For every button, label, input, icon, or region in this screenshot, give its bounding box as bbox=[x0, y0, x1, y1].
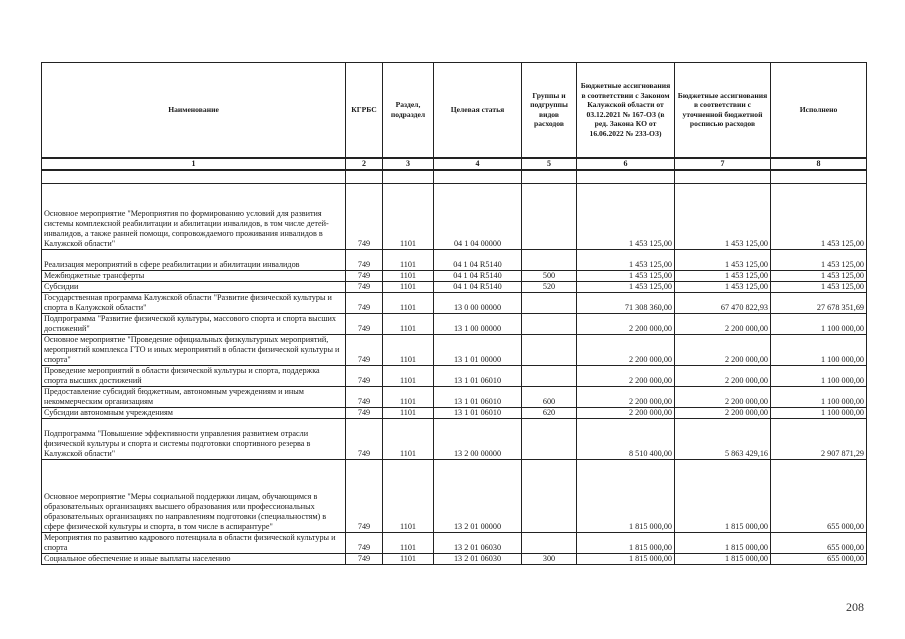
cell-target-article: 04 1 04 R5140 bbox=[434, 281, 522, 292]
header-target-article: Целевая статья bbox=[434, 63, 522, 158]
cell-expense-group bbox=[522, 418, 577, 459]
table-row bbox=[42, 183, 867, 249]
table-row bbox=[42, 334, 867, 365]
budget-execution-table bbox=[41, 62, 867, 565]
table-row bbox=[42, 292, 867, 313]
cell-section: 1101 bbox=[383, 249, 434, 270]
cell-expense-group bbox=[522, 292, 577, 313]
cell-target-article: 13 1 01 06010 bbox=[434, 386, 522, 407]
cell-target-article: 13 2 01 06030 bbox=[434, 553, 522, 564]
cell-kgrbs: 749 bbox=[346, 459, 383, 532]
cell-executed: 655 000,00 bbox=[771, 459, 867, 532]
cell-name: Субсидии bbox=[42, 281, 346, 292]
cell-section: 1101 bbox=[383, 183, 434, 249]
cell-section: 1101 bbox=[383, 270, 434, 281]
cell-expense-group bbox=[522, 249, 577, 270]
cell-kgrbs: 749 bbox=[346, 334, 383, 365]
cell-executed: 1 100 000,00 bbox=[771, 365, 867, 386]
table-row bbox=[42, 407, 867, 418]
cell-name: Социальное обеспечение и иные выплаты населению bbox=[42, 553, 346, 564]
header-expense-groups: Группы и подгруппы видов расходов bbox=[522, 63, 577, 158]
cell-expense-group: 600 bbox=[522, 386, 577, 407]
table-row bbox=[42, 532, 867, 553]
cell-target-article: 04 1 04 00000 bbox=[434, 183, 522, 249]
cell-name: Проведение мероприятий в области физической культуры и спорта, поддержка спорта высших достижений bbox=[42, 365, 346, 386]
cell-refined-allocation: 5 863 429,16 bbox=[675, 418, 771, 459]
column-number: 6 bbox=[577, 158, 675, 170]
cell-target-article: 13 1 01 00000 bbox=[434, 334, 522, 365]
cell-kgrbs: 749 bbox=[346, 386, 383, 407]
cell-target-article: 13 1 00 00000 bbox=[434, 313, 522, 334]
cell-executed: 1 100 000,00 bbox=[771, 386, 867, 407]
spacer-cell bbox=[42, 170, 346, 184]
cell-law-allocation: 1 453 125,00 bbox=[577, 270, 675, 281]
column-number-row bbox=[42, 158, 867, 170]
cell-expense-group: 300 bbox=[522, 553, 577, 564]
cell-section: 1101 bbox=[383, 334, 434, 365]
cell-kgrbs: 749 bbox=[346, 553, 383, 564]
cell-name: Основное мероприятие "Меры социальной поддержки лицам, обучающимся в образовательных организациях высшего образования или профессиональных образовательных организациях по направлениям подготовки (специальностям) в сфере физической культуры и спорта, в том числе в аспирантуре" bbox=[42, 459, 346, 532]
column-number: 5 bbox=[522, 158, 577, 170]
cell-kgrbs: 749 bbox=[346, 532, 383, 553]
spacer-cell bbox=[577, 170, 675, 184]
table-spacer-row bbox=[42, 170, 867, 184]
cell-name: Государственная программа Калужской области "Развитие физической культуры и спорта в Калужской области" bbox=[42, 292, 346, 313]
cell-law-allocation: 1 815 000,00 bbox=[577, 532, 675, 553]
cell-target-article: 13 1 01 06010 bbox=[434, 365, 522, 386]
cell-executed: 1 100 000,00 bbox=[771, 334, 867, 365]
cell-executed: 1 100 000,00 bbox=[771, 313, 867, 334]
cell-refined-allocation: 1 815 000,00 bbox=[675, 532, 771, 553]
cell-name: Мероприятия по развитию кадрового потенциала в области физической культуры и спорта bbox=[42, 532, 346, 553]
cell-law-allocation: 8 510 400,00 bbox=[577, 418, 675, 459]
cell-refined-allocation: 1 453 125,00 bbox=[675, 281, 771, 292]
cell-expense-group: 520 bbox=[522, 281, 577, 292]
column-number: 8 bbox=[771, 158, 867, 170]
page-number: 208 bbox=[846, 600, 864, 614]
cell-section: 1101 bbox=[383, 386, 434, 407]
header-law-allocations: Бюджетные ассигнования в соответствии с Законом Калужской области от 03.12.2021 № 167-ОЗ (в ред. Закона КО от 16.06.2022 № 233-ОЗ) bbox=[577, 63, 675, 158]
header-refined-allocations: Бюджетные ассигнования в соответствии с уточненной бюджетной росписью расходов bbox=[675, 63, 771, 158]
column-number: 4 bbox=[434, 158, 522, 170]
cell-section: 1101 bbox=[383, 365, 434, 386]
table-body bbox=[42, 170, 867, 565]
cell-target-article: 13 2 00 00000 bbox=[434, 418, 522, 459]
table-header-row bbox=[42, 63, 867, 158]
cell-law-allocation: 1 815 000,00 bbox=[577, 553, 675, 564]
cell-name: Субсидии автономным учреждениям bbox=[42, 407, 346, 418]
cell-executed: 1 453 125,00 bbox=[771, 270, 867, 281]
cell-section: 1101 bbox=[383, 532, 434, 553]
cell-refined-allocation: 67 470 822,93 bbox=[675, 292, 771, 313]
cell-section: 1101 bbox=[383, 459, 434, 532]
cell-law-allocation: 2 200 000,00 bbox=[577, 334, 675, 365]
cell-name: Реализация мероприятий в сфере реабилитации и абилитации инвалидов bbox=[42, 249, 346, 270]
table-row bbox=[42, 459, 867, 532]
table-row bbox=[42, 386, 867, 407]
cell-refined-allocation: 1 453 125,00 bbox=[675, 270, 771, 281]
cell-kgrbs: 749 bbox=[346, 292, 383, 313]
table-row bbox=[42, 553, 867, 564]
cell-name: Межбюджетные трансферты bbox=[42, 270, 346, 281]
cell-section: 1101 bbox=[383, 407, 434, 418]
cell-law-allocation: 1 815 000,00 bbox=[577, 459, 675, 532]
cell-executed: 1 453 125,00 bbox=[771, 183, 867, 249]
cell-kgrbs: 749 bbox=[346, 183, 383, 249]
cell-law-allocation: 2 200 000,00 bbox=[577, 313, 675, 334]
spacer-cell bbox=[434, 170, 522, 184]
header-executed: Исполнено bbox=[771, 63, 867, 158]
cell-refined-allocation: 2 200 000,00 bbox=[675, 407, 771, 418]
table-row bbox=[42, 281, 867, 292]
cell-expense-group bbox=[522, 532, 577, 553]
cell-name: Подпрограмма "Повышение эффективности управления развитием отрасли физической культуры и спорта и системы подготовки спортивного резерва в Калужской области" bbox=[42, 418, 346, 459]
header-section: Раздел, подраздел bbox=[383, 63, 434, 158]
cell-name: Предоставление субсидий бюджетным, автономным учреждениям и иным некоммерческим организациям bbox=[42, 386, 346, 407]
column-number: 7 bbox=[675, 158, 771, 170]
cell-target-article: 13 1 01 06010 bbox=[434, 407, 522, 418]
cell-law-allocation: 71 308 360,00 bbox=[577, 292, 675, 313]
cell-kgrbs: 749 bbox=[346, 418, 383, 459]
cell-expense-group bbox=[522, 313, 577, 334]
cell-expense-group bbox=[522, 459, 577, 532]
cell-expense-group: 500 bbox=[522, 270, 577, 281]
cell-refined-allocation: 2 200 000,00 bbox=[675, 365, 771, 386]
cell-kgrbs: 749 bbox=[346, 313, 383, 334]
cell-law-allocation: 2 200 000,00 bbox=[577, 386, 675, 407]
cell-executed: 655 000,00 bbox=[771, 532, 867, 553]
spacer-cell bbox=[383, 170, 434, 184]
table-row bbox=[42, 313, 867, 334]
cell-section: 1101 bbox=[383, 553, 434, 564]
cell-target-article: 13 0 00 00000 bbox=[434, 292, 522, 313]
header-name: Наименование bbox=[42, 63, 346, 158]
spacer-cell bbox=[346, 170, 383, 184]
cell-name: Основное мероприятие "Проведение официальных физкультурных мероприятий, мероприятий комплекса ГТО и иных мероприятий в области физической культуры и спорта" bbox=[42, 334, 346, 365]
cell-law-allocation: 2 200 000,00 bbox=[577, 407, 675, 418]
cell-kgrbs: 749 bbox=[346, 407, 383, 418]
cell-executed: 1 100 000,00 bbox=[771, 407, 867, 418]
cell-section: 1101 bbox=[383, 313, 434, 334]
cell-expense-group: 620 bbox=[522, 407, 577, 418]
cell-executed: 1 453 125,00 bbox=[771, 249, 867, 270]
table-row bbox=[42, 249, 867, 270]
cell-name: Подпрограмма "Развитие физической культуры, массового спорта и спорта высших достижений" bbox=[42, 313, 346, 334]
cell-refined-allocation: 1 453 125,00 bbox=[675, 183, 771, 249]
cell-executed: 655 000,00 bbox=[771, 553, 867, 564]
cell-section: 1101 bbox=[383, 418, 434, 459]
table-row bbox=[42, 418, 867, 459]
cell-target-article: 13 2 01 06030 bbox=[434, 532, 522, 553]
cell-law-allocation: 1 453 125,00 bbox=[577, 249, 675, 270]
column-number: 3 bbox=[383, 158, 434, 170]
cell-executed: 1 453 125,00 bbox=[771, 281, 867, 292]
cell-executed: 27 678 351,69 bbox=[771, 292, 867, 313]
cell-refined-allocation: 1 815 000,00 bbox=[675, 553, 771, 564]
cell-kgrbs: 749 bbox=[346, 281, 383, 292]
cell-kgrbs: 749 bbox=[346, 249, 383, 270]
cell-kgrbs: 749 bbox=[346, 270, 383, 281]
cell-section: 1101 bbox=[383, 292, 434, 313]
spacer-cell bbox=[675, 170, 771, 184]
column-number: 2 bbox=[346, 158, 383, 170]
cell-law-allocation: 1 453 125,00 bbox=[577, 281, 675, 292]
cell-refined-allocation: 2 200 000,00 bbox=[675, 386, 771, 407]
cell-target-article: 13 2 01 00000 bbox=[434, 459, 522, 532]
table-row bbox=[42, 270, 867, 281]
cell-refined-allocation: 2 200 000,00 bbox=[675, 313, 771, 334]
cell-refined-allocation: 1 815 000,00 bbox=[675, 459, 771, 532]
cell-expense-group bbox=[522, 183, 577, 249]
spacer-cell bbox=[771, 170, 867, 184]
cell-kgrbs: 749 bbox=[346, 365, 383, 386]
cell-law-allocation: 2 200 000,00 bbox=[577, 365, 675, 386]
cell-name: Основное мероприятие "Мероприятия по формированию условий для развития системы комплексной реабилитации и абилитации инвалидов, в том числе детей-инвалидов, а также ранней помощи, сопровождаемого проживания инвалидов в Калужской области" bbox=[42, 183, 346, 249]
spacer-cell bbox=[522, 170, 577, 184]
column-number: 1 bbox=[42, 158, 346, 170]
cell-target-article: 04 1 04 R5140 bbox=[434, 270, 522, 281]
cell-executed: 2 907 871,29 bbox=[771, 418, 867, 459]
cell-section: 1101 bbox=[383, 281, 434, 292]
cell-expense-group bbox=[522, 365, 577, 386]
header-kgrbs: КГРБС bbox=[346, 63, 383, 158]
cell-refined-allocation: 1 453 125,00 bbox=[675, 249, 771, 270]
cell-expense-group bbox=[522, 334, 577, 365]
cell-target-article: 04 1 04 R5140 bbox=[434, 249, 522, 270]
table-row bbox=[42, 365, 867, 386]
cell-law-allocation: 1 453 125,00 bbox=[577, 183, 675, 249]
cell-refined-allocation: 2 200 000,00 bbox=[675, 334, 771, 365]
